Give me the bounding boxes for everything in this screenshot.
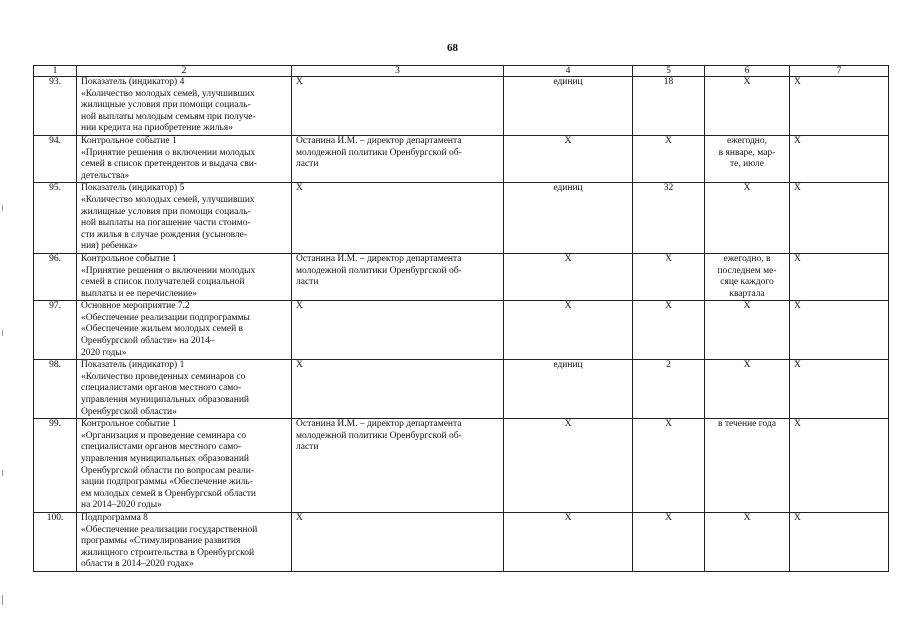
row-name-line: Подпрограмма 8: [81, 512, 148, 523]
row-responsible-line: X: [296, 183, 303, 194]
row-note: X: [790, 77, 889, 136]
row-responsible-line: X: [296, 77, 303, 87]
row-name: [77, 183, 292, 254]
scan-edge-mark: [2, 330, 3, 336]
row-note: X: [790, 419, 889, 513]
row-name-line: ем молодых семей в Оренбургской области: [81, 488, 256, 499]
row-name-line: выплаты и ее перечисление»: [81, 288, 198, 299]
row-responsible-line: X: [296, 512, 303, 523]
row-note: X: [790, 360, 889, 419]
table-row: [34, 253, 889, 300]
scan-edge-mark: [2, 470, 3, 476]
row-period: [705, 253, 790, 300]
row-note: X: [790, 253, 889, 300]
row-name-line: семей в список претендентов и выдача сви-: [81, 159, 258, 170]
row-name-line: «Организация и проведение семинара со: [81, 430, 247, 441]
row-responsible-line: ласти: [296, 277, 319, 288]
column-header: 5: [633, 66, 705, 77]
row-responsible: [292, 301, 504, 360]
row-responsible-line: Останина И.М. – директор департамента: [296, 253, 462, 264]
row-name: [77, 419, 292, 513]
row-period-line: в январе, мар-: [718, 147, 776, 158]
row-period-line: в течение года: [718, 419, 776, 430]
column-header: 1: [34, 66, 77, 77]
row-name-line: ния) ребенка»: [81, 241, 138, 252]
column-header: 4: [504, 66, 633, 77]
row-name-line: «Обеспечение реализации подпрограммы: [81, 312, 250, 323]
row-name-line: Основное мероприятие 7.2: [81, 301, 190, 312]
row-value: 2: [633, 360, 705, 419]
row-name-line: Оренбургской области по вопросам реали-: [81, 465, 254, 476]
row-responsible-line: X: [296, 301, 303, 312]
row-responsible-line: Останина И.М. – директор департамента: [296, 419, 462, 430]
row-period-line: X: [743, 183, 751, 194]
row-name-line: сти жилья в случае рождения (усыновле-: [81, 229, 248, 240]
row-name-line: ной выплаты на погашение части стоимо-: [81, 218, 251, 229]
row-number: 96.: [34, 253, 77, 300]
table-body: [34, 77, 889, 572]
row-name-line: Оренбургской области»: [81, 406, 177, 417]
row-name-line: «Обеспечение реализации государственной: [81, 524, 258, 535]
column-header: 3: [292, 66, 504, 77]
row-number: 93.: [34, 77, 77, 136]
table-row: [34, 77, 889, 136]
row-period-line: X: [743, 301, 751, 312]
column-header: 2: [77, 66, 292, 77]
table-row: [34, 183, 889, 254]
row-responsible: [292, 253, 504, 300]
column-header: 6: [705, 66, 790, 77]
row-name-line: области в 2014–2020 годах»: [81, 559, 194, 570]
row-name-line: специалистами органов местного само-: [81, 383, 242, 394]
row-unit: X: [504, 135, 633, 182]
row-name-line: «Количество проведенных семинаров со: [81, 371, 246, 382]
table-row: [34, 301, 889, 360]
table-row: [34, 419, 889, 513]
row-unit: единиц: [504, 360, 633, 419]
row-name: [77, 360, 292, 419]
row-name-line: «Количество молодых семей, улучшивших: [81, 88, 255, 99]
row-responsible: [292, 77, 504, 136]
row-value: 32: [633, 183, 705, 254]
row-responsible: [292, 135, 504, 182]
row-period-line: последнем ме-: [717, 265, 777, 276]
row-responsible-line: ласти: [296, 159, 319, 170]
row-name-line: «Обеспечение жильем молодых семей в: [81, 324, 244, 335]
row-responsible-line: молодежной политики Оренбургской об-: [296, 147, 462, 158]
row-value: X: [633, 512, 705, 571]
row-name: [77, 301, 292, 360]
table-row: [34, 135, 889, 182]
row-name: [77, 135, 292, 182]
row-name: [77, 253, 292, 300]
row-period: [705, 512, 790, 571]
row-responsible-line: X: [296, 360, 303, 371]
row-name-line: Контрольное событие 1: [81, 253, 177, 264]
row-name: [77, 77, 292, 136]
row-name-line: Контрольное событие 1: [81, 419, 177, 430]
row-responsible: [292, 419, 504, 513]
row-unit: единиц: [504, 77, 633, 136]
row-period: [705, 135, 790, 182]
row-value: X: [633, 253, 705, 300]
row-name-line: «Количество молодых семей, улучшивших: [81, 194, 255, 205]
row-responsible: [292, 183, 504, 254]
row-note: X: [790, 183, 889, 254]
row-name-line: Контрольное событие 1: [81, 135, 177, 146]
row-name-line: жилищные условия при помощи социаль-: [81, 206, 251, 217]
row-name-line: зации подпрограммы «Обеспечение жиль-: [81, 477, 253, 488]
row-name-line: детельства»: [81, 170, 130, 181]
row-responsible-line: Останина И.М. – директор департамента: [296, 135, 462, 146]
scan-edge-mark: [2, 595, 3, 605]
row-number: 94.: [34, 135, 77, 182]
row-number: 95.: [34, 183, 77, 254]
row-name-line: нии кредита на приобретение жилья»: [81, 123, 233, 134]
row-name-line: «Принятие решения о включении молодых: [81, 265, 256, 276]
row-name-line: Оренбургской области» на 2014–: [81, 336, 215, 347]
row-note: X: [790, 512, 889, 571]
row-value: 18: [633, 77, 705, 136]
row-responsible: [292, 512, 504, 571]
row-period-line: квартала: [729, 288, 765, 299]
row-period: [705, 77, 790, 136]
row-name-line: Показатель (индикатор) 4: [81, 77, 185, 87]
row-period-line: ежегодно,: [726, 135, 768, 146]
row-name-line: «Принятие решения о включении молодых: [81, 147, 256, 158]
row-responsible-line: молодежной политики Оренбургской об-: [296, 265, 462, 276]
row-unit: X: [504, 253, 633, 300]
row-note: X: [790, 135, 889, 182]
row-period-line: X: [743, 512, 751, 523]
table-row: [34, 360, 889, 419]
scan-edge-mark: [2, 205, 3, 211]
column-number-row: [34, 66, 889, 77]
row-unit: X: [504, 512, 633, 571]
row-name-line: управления муниципальных образований: [81, 454, 250, 464]
row-period-line: сяце каждого: [720, 277, 774, 288]
row-name-line: Показатель (индикатор) 5: [81, 183, 185, 194]
row-period-line: X: [743, 360, 751, 371]
page-number: 68: [447, 42, 458, 54]
row-number: 98.: [34, 360, 77, 419]
row-value: X: [633, 301, 705, 360]
row-period-line: ежегодно, в: [723, 253, 771, 264]
row-name: [77, 512, 292, 571]
row-period-line: X: [743, 77, 751, 87]
row-name-line: на 2014–2020 годы»: [81, 500, 162, 511]
row-name-line: Показатель (индикатор) 1: [81, 360, 185, 371]
table-row: [34, 512, 889, 571]
row-period: [705, 419, 790, 513]
row-unit: X: [504, 301, 633, 360]
row-period: [705, 360, 790, 419]
row-name-line: специалистами органов местного само-: [81, 442, 242, 453]
row-number: 99.: [34, 419, 77, 513]
row-period-line: те, июле: [729, 159, 765, 170]
row-value: X: [633, 419, 705, 513]
row-responsible-line: ласти: [296, 442, 319, 453]
row-responsible: [292, 360, 504, 419]
row-name-line: семей в список получателей социальной: [81, 277, 245, 288]
row-value: X: [633, 135, 705, 182]
row-period: [705, 301, 790, 360]
row-responsible-line: молодежной политики Оренбургской об-: [296, 430, 462, 441]
row-number: 97.: [34, 301, 77, 360]
row-name-line: 2020 годы»: [81, 347, 127, 358]
row-number: 100.: [34, 512, 77, 571]
column-header: 7: [790, 66, 889, 77]
row-name-line: ной выплаты молодым семьям при получе-: [81, 111, 256, 122]
row-name-line: жилищные условия при помощи социаль-: [81, 100, 251, 111]
row-name-line: управления муниципальных образований: [81, 395, 250, 406]
document-table: [33, 65, 889, 572]
row-unit: единиц: [504, 183, 633, 254]
row-unit: X: [504, 419, 633, 513]
row-period: [705, 183, 790, 254]
row-name-line: программы «Стимулирование развития: [81, 536, 241, 547]
row-note: X: [790, 301, 889, 360]
row-name-line: жилищного строительства в Оренбургской: [81, 547, 255, 558]
